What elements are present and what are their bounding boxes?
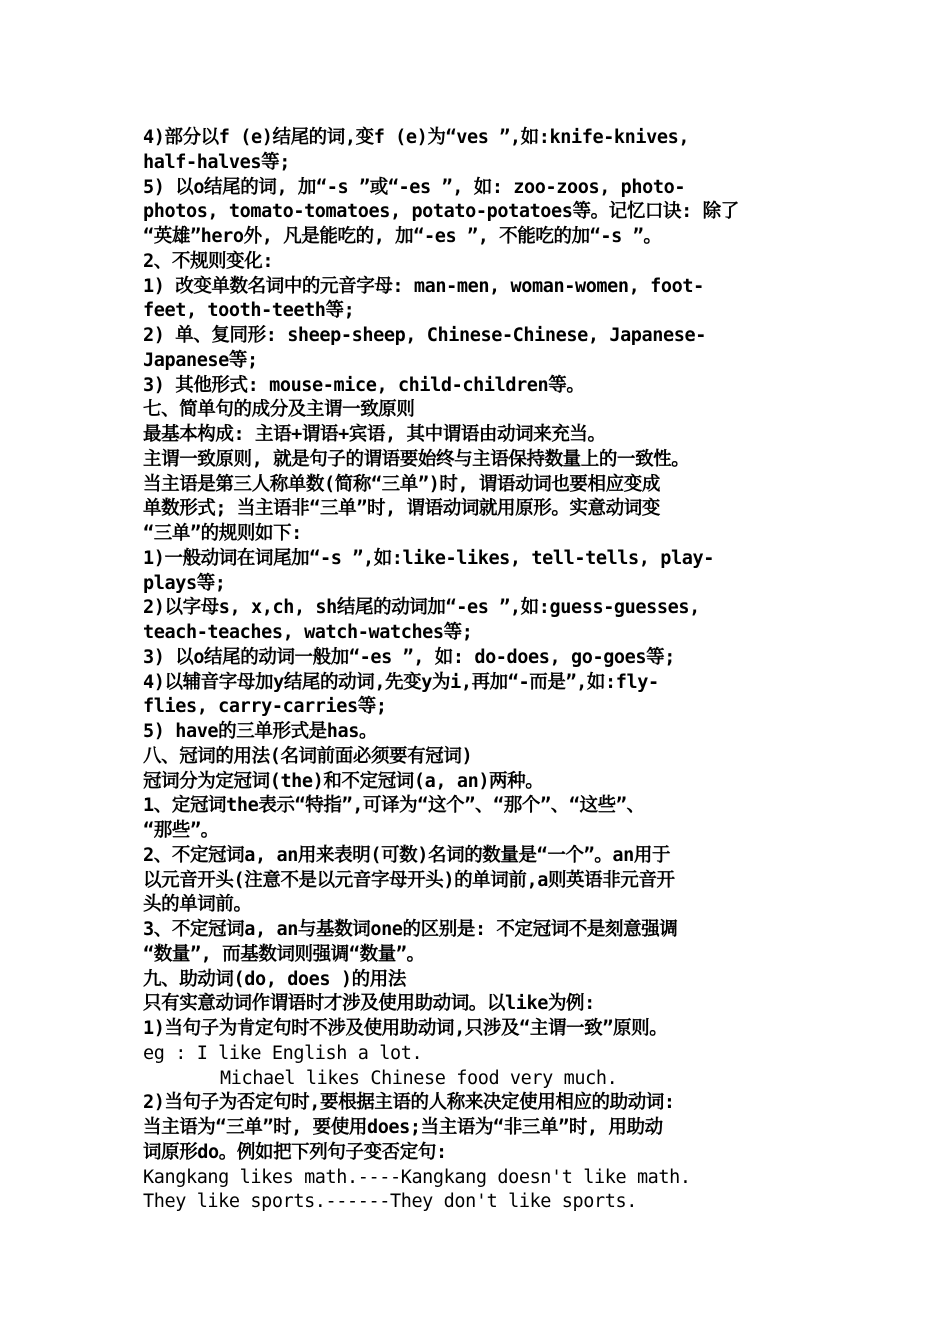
text-line: 以元音开头(注意不是以元音字母开头)的单词前,a则英语非元音开 [143, 869, 675, 891]
text-line: plays等; [143, 572, 226, 594]
text-line: 词原形do。例如把下列句子变否定句: [143, 1141, 447, 1163]
text-line: “英雄”hero外, 凡是能吃的, 加“-es ”, 不能吃的加“-s ”。 [143, 226, 662, 247]
example-sentence: Michael likes Chinese food very much. [220, 1067, 618, 1089]
section-heading: 八、冠词的用法(名词前面必须要有冠词) [143, 745, 473, 767]
text-line: 5) have的三单形式是has。 [143, 721, 378, 742]
text-line: 1) 改变单数名词中的元音字母: man-men, woman-women, foot- [143, 275, 704, 297]
text-line: 4)以辅音字母加y结尾的动词,先变y为i,再加“-而是”,如:fly- [143, 671, 659, 693]
text-line: 头的单词前。 [143, 894, 252, 916]
section-heading: 七、简单句的成分及主谓一致原则 [143, 399, 415, 421]
text-line: teach-teaches, watch-watches等; [143, 622, 473, 643]
text-line: Japanese等; [143, 349, 258, 371]
text-line: 3) 其他形式: mouse-mice, child-children等。 [143, 374, 585, 396]
text-line: 最基本构成: 主语+谓语+宾语, 其中谓语由动词来充当。 [143, 424, 606, 445]
text-line: “那些”。 [143, 820, 219, 841]
text-line: 2、不规则变化: [143, 250, 274, 272]
example-sentence: eg : I like English a lot. [143, 1042, 423, 1064]
text-line: 2)以字母s, x,ch, sh结尾的动词加“-es ”,如:guess-guesses, [143, 597, 700, 619]
example-sentence: Kangkang likes math.----Kangkang doesn't like math. [143, 1166, 691, 1188]
text-line: 1)当句子为肯定句时不涉及使用助动词,只涉及“主谓一致”原则。 [143, 1018, 668, 1039]
text-line: 3) 以o结尾的动词一般加“-es ”, 如: do-does, go-goes等; [143, 646, 675, 668]
text-line: 冠词分为定冠词(the)和不定冠词(a, an)两种。 [143, 770, 544, 792]
text-line: 2)当句子为否定句时,要根据主语的人称来决定使用相应的助动词: [143, 1092, 675, 1114]
document-page [143, 126, 813, 1215]
section-heading: 九、助动词(do, does )的用法 [143, 968, 406, 990]
text-line: flies, carry-carries等; [143, 696, 387, 718]
text-line: 当主语是第三人称单数(简称“三单”)时, 谓语动词也要相应变成 [143, 473, 660, 495]
text-line: 当主语为“三单”时, 要使用does;当主语为“非三单”时, 用助动 [143, 1117, 663, 1138]
text-line: 5) 以o结尾的词, 加“-s ”或“-es ”, 如: zoo-zoos, photo- [143, 176, 686, 198]
text-line: 3、不定冠词a, an与基数词one的区别是: 不定冠词不是刻意强调 [143, 919, 678, 940]
text-line: 单数形式; 当主语非“三单”时, 谓语动词就用原形。实意动词变 [143, 498, 660, 520]
text-line: “数量”, 而基数词则强调“数量”。 [143, 943, 425, 965]
text-line: 主谓一致原则, 就是句子的谓语要始终与主语保持数量上的一致性。 [143, 448, 690, 470]
text-line: 1)一般动词在词尾加“-s ”,如:like-likes, tell-tells, play- [143, 547, 714, 569]
text-line: photos, tomato-tomatoes, potato-potatoes等。记忆口诀: 除了 [143, 201, 739, 223]
text-line: “三单”的规则如下: [143, 523, 302, 544]
text-line: 只有实意动词作谓语时才涉及使用助动词。以like为例: [143, 993, 595, 1015]
text-line: feet, tooth-teeth等; [143, 300, 355, 322]
text-line: half-halves等; [143, 151, 290, 173]
text-line: 2、不定冠词a, an用来表明(可数)名词的数量是“一个”。an用于 [143, 844, 671, 866]
text-line: 1、定冠词the表示“特指”,可译为“这个”、“那个”、“这些”、 [143, 795, 645, 817]
text-line: 4)部分以f (e)结尾的词,变f (e)为“ves ”,如:knife-knives, [143, 127, 690, 148]
text-line: 2) 单、复同形: sheep-sheep, Chinese-Chinese, Japanese- [143, 325, 706, 346]
example-sentence: They like sports.------They don't like sports. [143, 1191, 637, 1213]
